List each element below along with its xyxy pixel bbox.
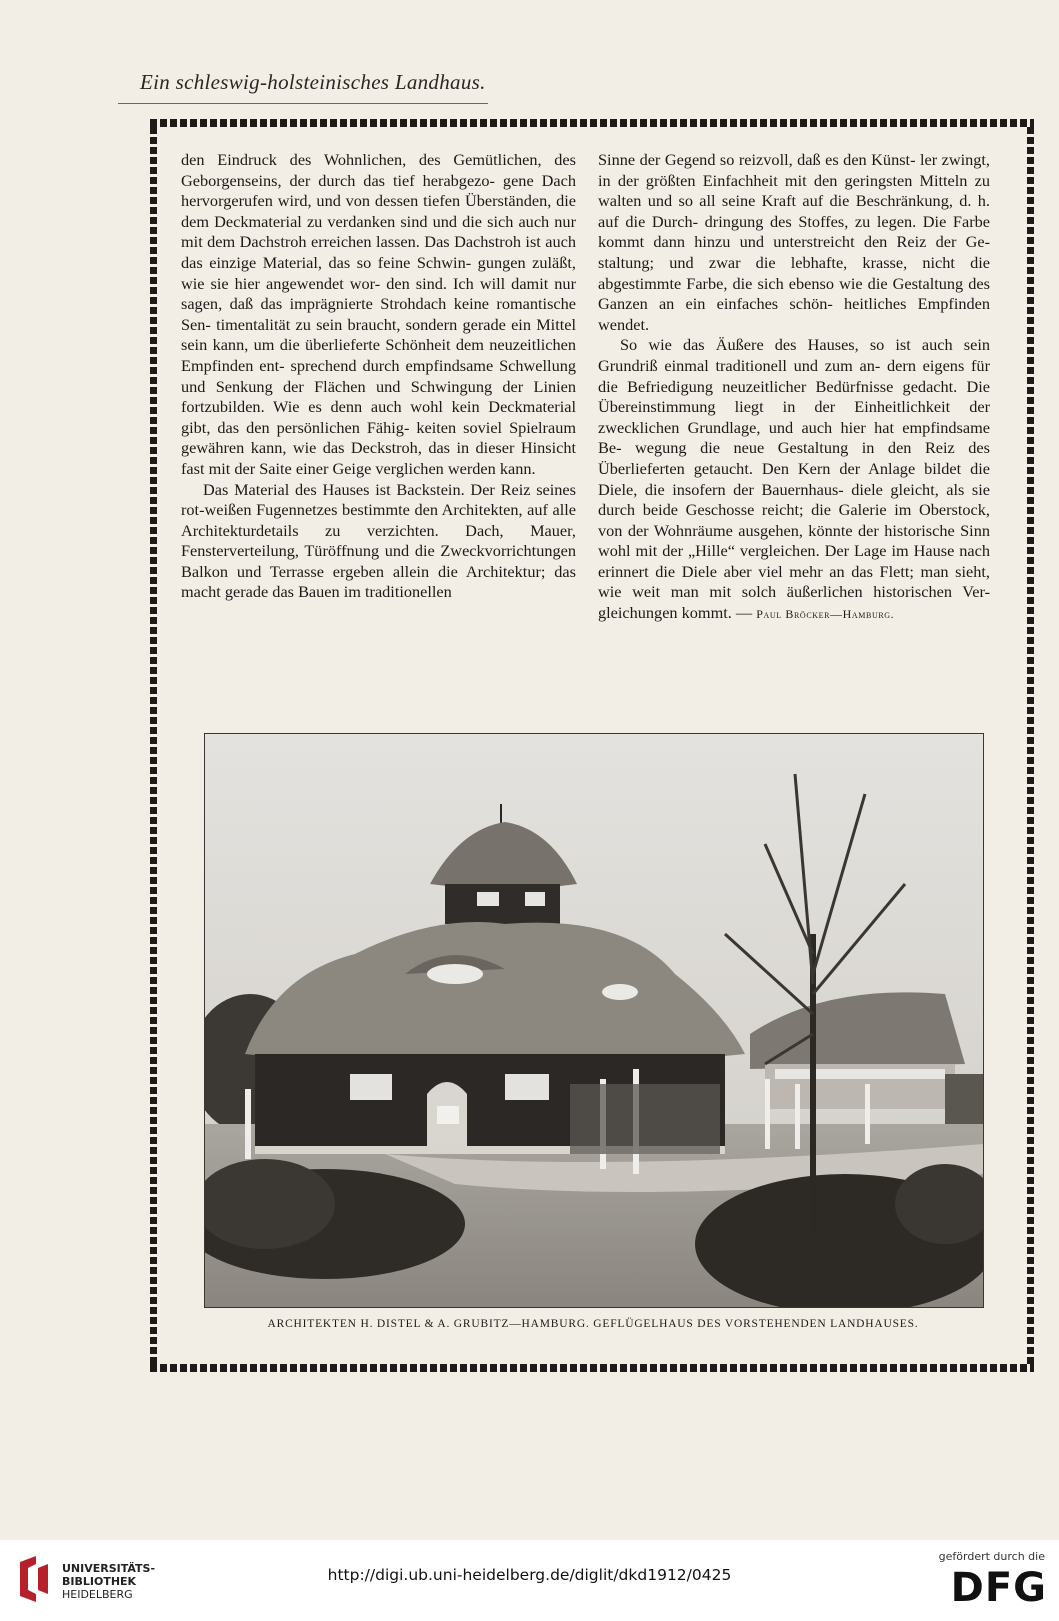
frame-left xyxy=(150,127,157,1364)
frame-top xyxy=(150,119,1034,127)
library-line-3: HEIDELBERG xyxy=(62,1588,133,1601)
library-line-1: UNIVERSITÄTS- xyxy=(62,1562,156,1575)
author-signature: Paul Bröcker—Hamburg. xyxy=(756,607,895,622)
left-column xyxy=(181,150,576,603)
left-paragraph-2: Das Material des Hauses ist Backstein. Der Reiz seines rot-weißen Fugennetzes bestimmte den Architekten, auf alle Architekturdetails zu verzichten. Dach, Mauer, Fensterverteilung, Türöffnung und die Zweckvorrichtungen Balkon und Terrasse ergeben allein die Architektur; das macht gerade das Bauen im traditionellen xyxy=(181,479,576,602)
frame-bottom xyxy=(150,1364,1034,1372)
running-head: Ein schleswig-holsteinisches Landhaus. xyxy=(140,70,486,94)
right-paragraph-2-text: So wie das Äußere des Hauses, so ist auch sein Grundriß einmal traditionell und zum an- dern eigens für die Befriedigung neuzeitlicher Bedürfnisse gedacht. Die Übereinstimmung liegt in der Einheitlichkeit der zwecklichen Grundlage, und auch hier hat empfindsame Be- wegung die neue Gestaltung in den Reiz des Überlieferten getaucht. Den Kern der Anlage bildet die Diele, die insofern der Bauernhaus- diele gleicht, als sie durch beide Geschosse reicht; die Galerie im Oberstock, von der Wohnräume ausgehen, könnte der historische Sinn wohl mit der „Hille“ vergleichen. Der Lage im Hause nach erinnert die Diele aber viel mehr an das Flett; man sieht, wie weit man mit solch äußerlichen historischen Ver- gleichungen kommt. — xyxy=(598,335,990,623)
left-paragraph-1: den Eindruck des Wohnlichen, des Gemütlichen, des Geborgenseins, der durch das tief herabgezo- gene Dach hervorgerufen wird, und von dessen tiefen Überständen, die dem Deckmaterial zu verdanken sind und die sich auch nur mit dem Dachstroh erreichen lassen. Das Dachstroh ist auch das einzige Material, das so feine Schwin- gungen zuläßt, wie sie hier angewendet wor- den sind. Ich will damit nur sagen, daß das imprägnierte Strohdach keine romantische Sen- timentalität zu sein braucht, sondern gerade ein Mittel sein kann, um die überlieferte Schönheit dem neuzeitlichen Empfinden ent- sprechend durch empfindsame Schwellung und Senkung der Flächen und Schwingung der Linien fortzubilden. Wie es denn auch wohl kein Deckmaterial gibt, das den persönlichen Fähig- keiten soviel Spielraum gewähren kann, wie das Deckstroh, das in dieser Hinsicht fast mit der Saite einer Geige verglichen werden kann. xyxy=(181,150,576,478)
photo-caption: ARCHITEKTEN H. DISTEL & A. GRUBITZ—HAMBURG. GEFLÜGELHAUS DES VORSTEHENDEN LANDHAUSES. xyxy=(267,1318,919,1330)
source-url-link[interactable]: http://digi.ub.uni-heidelberg.de/diglit/dkd1912/0425 xyxy=(327,1566,732,1584)
header-rule xyxy=(118,103,488,104)
photo-illustration xyxy=(205,734,983,1307)
right-paragraph-2 xyxy=(598,335,990,624)
right-column xyxy=(598,150,990,625)
footer-bar xyxy=(0,1540,1059,1621)
frame-right xyxy=(1027,127,1034,1364)
right-paragraph-1: Sinne der Gegend so reizvoll, daß es den Künst- ler zwingt, in der größten Einfachheit mit den geringsten Mitteln zu walten und so all seine Kraft auf die Beschränkung, d. h. auf die Durch- dringung des Stoffes, zu legen. Die Farbe kommt dann hinzu und unterstreicht den Reiz der Ge- staltung; und zwar die lebhafte, krasse, nicht die abgestimmte Farbe, die sich ebenso wie die Gestaltung des Ganzen an ein einfaches schön- heitliches Empfinden wendet. xyxy=(598,150,990,334)
library-line-2: BIBLIOTHEK xyxy=(62,1575,137,1588)
photo-poultry-house xyxy=(204,733,984,1308)
dfg-logo: DFG xyxy=(950,1565,1047,1611)
funded-by-label: gefördert durch die xyxy=(938,1550,1045,1563)
